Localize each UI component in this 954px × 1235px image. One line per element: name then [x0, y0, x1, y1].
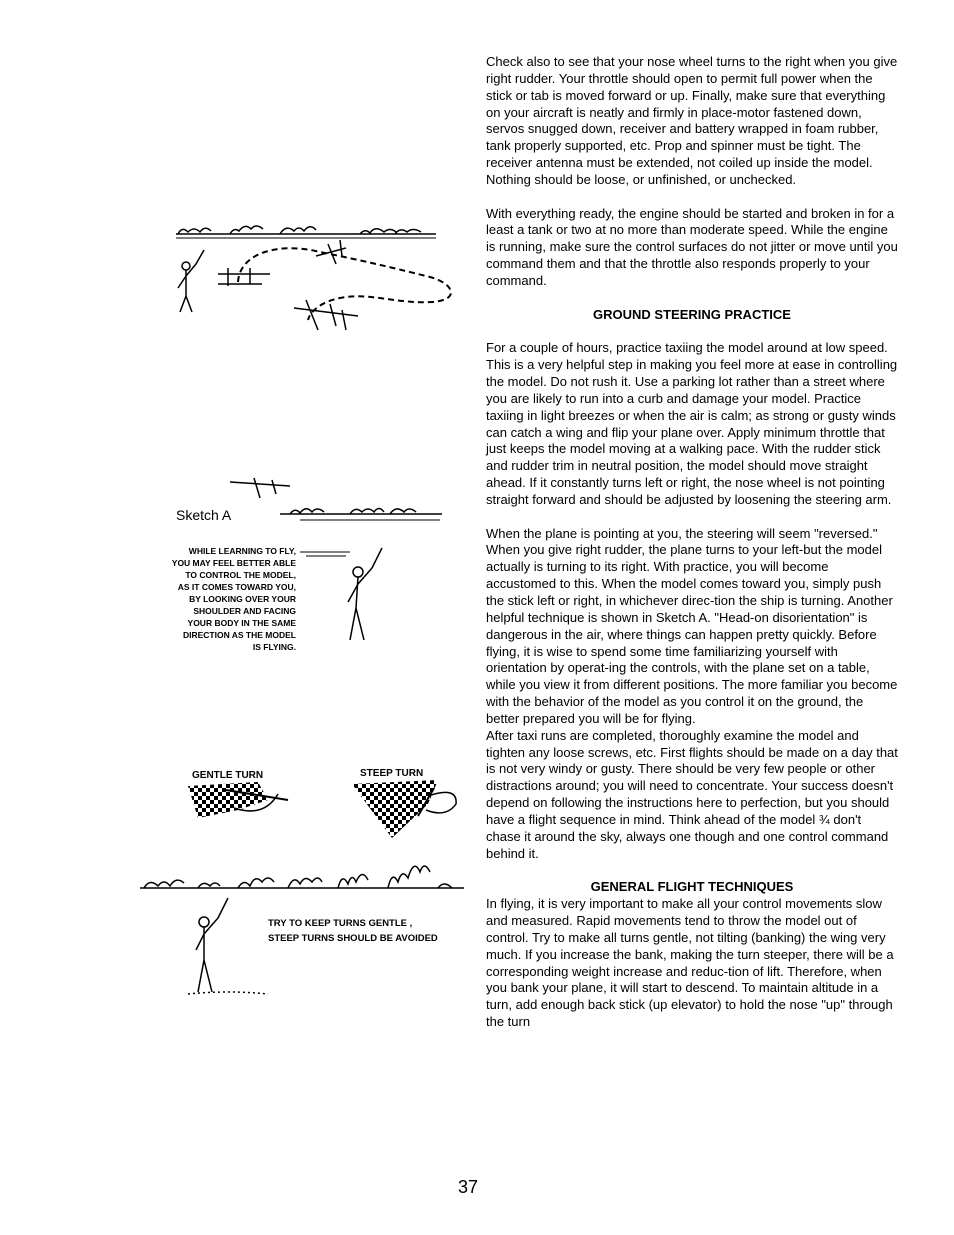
gentle-turn-label: GENTLE TURN	[192, 770, 264, 781]
paragraph-flight-techniques: In flying, it is very important to make all your control movements slow and measured. Rapid movements tend to throw the model out of control. Try to make all turns gentle, not tilting (banking) the wing very much. If you increase the bank, making the turn steeper, there will be a corresponding weight increase and reduc-tion of lift. Therefore, when you bank your plane, it will start to descend. To maintain altitude in a turn, add enough back stick (up elevator) to hold the nose "up" through the turn	[486, 896, 894, 1030]
sketch-a-caption-line: WHILE LEARNING TO FLY,	[188, 546, 296, 556]
sketch-a-caption-line: YOUR BODY IN THE SAME	[187, 618, 296, 628]
paragraph-preflight-check: Check also to see that your nose wheel turns to the right when you give right rudder. Your throttle should open to permit full power when the stick or tab is moved forward or up. Finally, make sure that everything on your aircraft is neatly and firmly in place-motor fastened down, servos snugged down, receiver and battery wrapped in foam rubber, tank properly supported, etc. Prop and spinner must be tight. The receiver antenna must be extended, not coiled up inside the model. Nothing should be loose, or unfinished, or unchecked.	[486, 54, 898, 187]
page-number: 37	[458, 1177, 479, 1197]
paragraph-engine-break-in: With everything ready, the engine should be started and broken in for a least a tank or two at no more than moderate speed. While the engine is running, make sure the control surfaces do not jitter or move until you command them and that the throttle also responds properly to your command.	[486, 205, 898, 288]
sketch-a-caption-line: IS FLYING.	[252, 642, 296, 652]
paragraph-steering-reversed: When the plane is pointing at you, the steering will seem "reversed." When you give right rudder, the plane turns to your left-but the model actually is turning to its right. With practice, you will become accustomed to this. When the model comes toward you, simply push the stick left or right, in whichever direc-tion the ship is turning. Another helpful technique is shown in Sketch A. "Head-on disorientation" is dangerous in the air, where things can happen pretty quickly. Before flying, it is wise to spend some time familiarizing yourself with orientation by operat-ing the controls, with the plane set on a table, while you view it from different positions. The more familiar you become with the behavior of the model as you control it on the ground, the better prepared you will be for flying.	[486, 525, 898, 726]
taxi-path-illustration	[170, 212, 470, 342]
sketch-a-caption-line: TO CONTROL THE MODEL,	[185, 570, 296, 580]
text-column	[486, 54, 898, 1031]
sketch-a-caption-line: SHOULDER AND FACING	[193, 606, 296, 616]
sketch-a-caption-line: DIRECTION AS THE MODEL	[182, 630, 296, 640]
sketch-a-label: Sketch A	[176, 507, 232, 523]
turns-illustration	[138, 760, 468, 1000]
heading-ground-steering: GROUND STEERING PRACTICE	[593, 306, 791, 322]
sketch-a-illustration	[150, 470, 460, 652]
paragraph-first-flights: After taxi runs are completed, thoroughly examine the model and tighten any loose screws, etc. First flights should be made on a day that is not very windy or gusty. There should be very few people or other distractions around; you will need to concentrate. Your success doesn't depend on following the instructions here to perfection, but you should have a flight sequence in mind. Think ahead of the model ¾ don't chase it around the sky, always one though and one control command behind it.	[486, 727, 898, 861]
sketch-a-caption-line: YOU MAY FEEL BETTER ABLE	[171, 558, 296, 568]
heading-general-flight: GENERAL FLIGHT TECHNIQUES	[590, 879, 794, 895]
sketch-a-caption-line: AS IT COMES TOWARD YOU,	[177, 582, 296, 592]
steep-turn-label: STEEP TURN	[360, 768, 424, 779]
turns-caption-line: TRY TO KEEP TURNS GENTLE ,	[268, 918, 413, 929]
sketch-a-caption-line: BY LOOKING OVER YOUR	[189, 594, 296, 604]
paragraph-taxi-practice: For a couple of hours, practice taxiing the model around at low speed. This is a very helpful step in making you feel more at ease in controlling the model. Do not rush it. Use a parking lot rather than a street where you are likely to run into a curb and damage your model. Practice taxiing in light breezes or when the air is calm; as strong or gusty winds can catch a wing and flip your plane over. Apply minimum throttle that just keeps the model moving at a walking pace. With the rudder stick and rudder trim in neutral position, the model should move straight ahead. If it constantly turns left or right, the nose wheel is not pointing straight forward and should be adjusted by loosening the steering arm.	[486, 340, 898, 507]
turns-caption-line: STEEP TURNS SHOULD BE AVOIDED	[268, 933, 438, 944]
